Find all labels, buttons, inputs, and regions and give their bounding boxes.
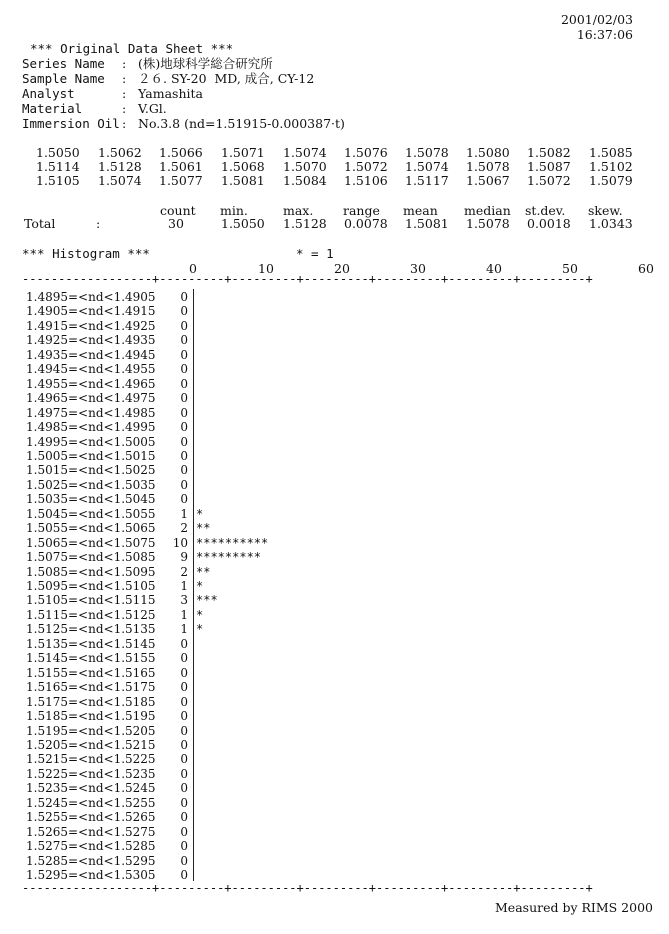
bin-label: 1.4915=<nd<1.4925 [26, 318, 156, 333]
stats-header: max. [283, 203, 314, 218]
field-value: Yamashita [138, 86, 203, 101]
bin-label: 1.4945=<nd<1.4955 [26, 362, 156, 377]
stats-header: st.dev. [525, 203, 566, 218]
data-value-cell: 1.5074 [405, 159, 449, 174]
histogram-scale-note: * = 1 [296, 246, 334, 261]
bin-count: 0 [180, 636, 188, 651]
data-value-cell: 1.5079 [589, 173, 633, 188]
data-value-cell: 1.5084 [283, 173, 327, 188]
bin-count: 0 [180, 304, 188, 319]
sheet-title: *** Original Data Sheet *** [30, 41, 234, 56]
bin-label: 1.5165=<nd<1.5175 [26, 680, 156, 695]
field-value: ２６. SY-20 MD, 成合, CY-12 [138, 71, 315, 86]
axis-tick-label: 40 [486, 261, 502, 276]
stats-value: 1.5050 [221, 216, 265, 231]
stats-row-label: Total [24, 216, 56, 231]
data-value-cell: 1.5072 [527, 173, 571, 188]
report-date: 2001/02/03 [560, 12, 633, 27]
bin-label: 1.4985=<nd<1.4995 [26, 420, 156, 435]
bin-count: 0 [180, 651, 188, 666]
bin-label: 1.4955=<nd<1.4965 [26, 376, 156, 391]
field-label: Series Name [22, 56, 105, 71]
bin-label: 1.4905=<nd<1.4915 [26, 304, 156, 319]
data-value-cell: 1.5068 [221, 159, 265, 174]
bin-count: 0 [180, 333, 188, 348]
axis-tick-label: 60 [638, 261, 654, 276]
axis-rule-top: ------------------+---------+---------+---------+---------+---------+---------+ [22, 272, 593, 286]
bin-label: 1.5215=<nd<1.5225 [26, 752, 156, 767]
stats-row-separator: : [96, 216, 101, 231]
field-separator: : [122, 101, 127, 116]
data-value-cell: 1.5128 [98, 159, 142, 174]
data-value-cell: 1.5067 [466, 173, 510, 188]
bin-label: 1.4995=<nd<1.5005 [26, 434, 156, 449]
bin-stars: * [196, 506, 204, 521]
bin-count: 0 [180, 347, 188, 362]
data-value-cell: 1.5082 [527, 145, 571, 160]
bin-stars: *** [196, 593, 218, 608]
bin-count: 0 [180, 376, 188, 391]
stats-value: 30 [168, 216, 184, 231]
bin-label: 1.5295=<nd<1.5305 [26, 868, 156, 882]
data-value-cell: 1.5087 [527, 159, 571, 174]
data-value-cell: 1.5074 [283, 145, 327, 160]
field-value: No.3.8 (nd=1.51915-0.000387·t) [138, 116, 345, 131]
bin-label: 1.5275=<nd<1.5285 [26, 839, 156, 854]
stats-value: 1.0343 [589, 216, 633, 231]
bin-count: 0 [180, 853, 188, 868]
bin-label: 1.5225=<nd<1.5235 [26, 766, 156, 781]
bin-label: 1.5055=<nd<1.5065 [26, 521, 156, 536]
bin-count: 0 [180, 680, 188, 695]
bin-count: 1 [180, 622, 188, 637]
field-separator: : [122, 86, 127, 101]
data-value-cell: 1.5072 [344, 159, 388, 174]
stats-value: 1.5128 [283, 216, 327, 231]
bin-count: 0 [180, 810, 188, 825]
bin-count: 0 [180, 694, 188, 709]
bin-count: 0 [180, 781, 188, 796]
bin-count: 1 [180, 579, 188, 593]
bin-label: 1.5085=<nd<1.5095 [26, 564, 156, 579]
field-label: Sample Name [22, 71, 105, 86]
bin-count: 0 [180, 290, 188, 304]
bin-count: 0 [180, 463, 188, 478]
bin-label: 1.5035=<nd<1.5045 [26, 492, 156, 507]
bin-stars: * [196, 607, 204, 622]
axis-tick-label: 10 [258, 261, 274, 276]
bin-count: 0 [180, 492, 188, 507]
bin-label: 1.4975=<nd<1.4985 [26, 405, 156, 420]
bin-label: 1.5235=<nd<1.5245 [26, 781, 156, 796]
stats-header: median [464, 203, 511, 218]
data-value-cell: 1.5078 [405, 145, 449, 160]
field-separator: : [122, 71, 127, 86]
bin-count: 0 [180, 434, 188, 449]
data-value-cell: 1.5071 [221, 145, 265, 160]
histogram-baseline [193, 289, 194, 881]
bin-count: 0 [180, 665, 188, 680]
bin-label: 1.5025=<nd<1.5035 [26, 477, 156, 492]
bin-label: 1.5255=<nd<1.5265 [26, 810, 156, 825]
bin-count: 0 [180, 420, 188, 435]
bin-label: 1.5045=<nd<1.5055 [26, 506, 156, 521]
field-value: (株)地球科学総合研究所 [138, 56, 273, 71]
bin-count: 0 [180, 737, 188, 752]
bin-label: 1.5015=<nd<1.5025 [26, 463, 156, 478]
bin-label: 1.5075=<nd<1.5085 [26, 550, 156, 565]
axis-rule-bottom: ------------------+---------+---------+---------+---------+---------+---------+ [22, 881, 593, 895]
bin-label: 1.5105=<nd<1.5115 [26, 593, 156, 608]
bin-count: 2 [180, 564, 188, 579]
stats-header: min. [220, 203, 248, 218]
bin-label: 1.5175=<nd<1.5185 [26, 694, 156, 709]
bin-count: 0 [180, 752, 188, 767]
data-value-cell: 1.5066 [159, 145, 203, 160]
bin-count: 0 [180, 839, 188, 854]
bin-count: 1 [180, 506, 188, 521]
bin-count: 9 [180, 550, 188, 565]
bin-count: 0 [180, 795, 188, 810]
bin-label: 1.4925=<nd<1.4935 [26, 333, 156, 348]
bin-label: 1.5095=<nd<1.5105 [26, 579, 156, 593]
bin-label: 1.5115=<nd<1.5125 [26, 607, 156, 622]
bin-label: 1.5125=<nd<1.5135 [26, 622, 156, 637]
axis-tick-label: 0 [189, 261, 197, 276]
bin-count: 2 [180, 521, 188, 536]
data-value-cell: 1.5085 [589, 145, 633, 160]
bin-count: 0 [180, 477, 188, 492]
data-value-cell: 1.5074 [98, 173, 142, 188]
histogram-title: *** Histogram *** [22, 246, 150, 261]
data-value-cell: 1.5050 [36, 145, 80, 160]
data-value-cell: 1.5078 [466, 159, 510, 174]
bin-label: 1.4965=<nd<1.4975 [26, 391, 156, 406]
stats-header: count [160, 203, 196, 218]
data-value-cell: 1.5105 [36, 173, 80, 188]
stats-header: range [343, 203, 380, 218]
data-value-cell: 1.5061 [159, 159, 203, 174]
bin-count: 0 [180, 709, 188, 724]
field-separator: : [122, 116, 127, 131]
data-value-cell: 1.5070 [283, 159, 327, 174]
data-value-cell: 1.5076 [344, 145, 388, 160]
bin-count: 0 [180, 824, 188, 839]
bin-count: 1 [180, 607, 188, 622]
bin-label: 1.4895=<nd<1.4905 [26, 290, 156, 304]
bin-label: 1.5195=<nd<1.5205 [26, 723, 156, 738]
bin-count: 0 [180, 723, 188, 738]
stats-header: skew. [588, 203, 623, 218]
bin-label: 1.5005=<nd<1.5015 [26, 448, 156, 463]
data-value-cell: 1.5102 [589, 159, 633, 174]
bin-count: 0 [180, 318, 188, 333]
field-value: V.Gl. [138, 101, 167, 116]
bin-label: 1.5245=<nd<1.5255 [26, 795, 156, 810]
bin-label: 1.5065=<nd<1.5075 [26, 535, 156, 550]
bin-count: 3 [180, 593, 188, 608]
axis-tick-label: 20 [334, 261, 350, 276]
data-value-cell: 1.5117 [405, 173, 449, 188]
stats-value: 1.5078 [466, 216, 510, 231]
bin-label: 1.5285=<nd<1.5295 [26, 853, 156, 868]
stats-header: mean [403, 203, 438, 218]
bin-count: 0 [180, 868, 188, 882]
data-value-cell: 1.5077 [159, 173, 203, 188]
bin-count: 0 [180, 391, 188, 406]
report-time: 16:37:06 [576, 27, 633, 42]
bin-count: 0 [180, 405, 188, 420]
axis-tick-label: 50 [562, 261, 578, 276]
bin-label: 1.5155=<nd<1.5165 [26, 665, 156, 680]
footer-note: Measured by RIMS 2000 [495, 900, 653, 915]
data-value-cell: 1.5114 [36, 159, 80, 174]
data-value-cell: 1.5081 [221, 173, 265, 188]
bin-label: 1.5205=<nd<1.5215 [26, 737, 156, 752]
bin-stars: ** [196, 564, 211, 579]
bin-label: 1.4935=<nd<1.4945 [26, 347, 156, 362]
data-value-cell: 1.5062 [98, 145, 142, 160]
stats-value: 1.5081 [405, 216, 449, 231]
bin-label: 1.5185=<nd<1.5195 [26, 709, 156, 724]
bin-stars: ********** [196, 535, 269, 550]
bin-stars: ** [196, 521, 211, 536]
stats-value: 0.0018 [527, 216, 571, 231]
bin-stars: * [196, 622, 204, 637]
field-label: Analyst [22, 86, 75, 101]
bin-count: 0 [180, 766, 188, 781]
stats-value: 0.0078 [344, 216, 388, 231]
data-value-cell: 1.5106 [344, 173, 388, 188]
bin-label: 1.5145=<nd<1.5155 [26, 651, 156, 666]
bin-stars: ********* [196, 550, 262, 565]
bin-count: 0 [180, 448, 188, 463]
bin-label: 1.5135=<nd<1.5145 [26, 636, 156, 651]
bin-count: 0 [180, 362, 188, 377]
bin-stars: * [196, 579, 204, 593]
field-label: Material [22, 101, 83, 116]
data-value-cell: 1.5080 [466, 145, 510, 160]
bin-label: 1.5265=<nd<1.5275 [26, 824, 156, 839]
axis-tick-label: 30 [410, 261, 426, 276]
field-separator: : [122, 56, 127, 71]
field-label: Immersion Oil [22, 116, 120, 131]
bin-count: 10 [172, 535, 188, 550]
